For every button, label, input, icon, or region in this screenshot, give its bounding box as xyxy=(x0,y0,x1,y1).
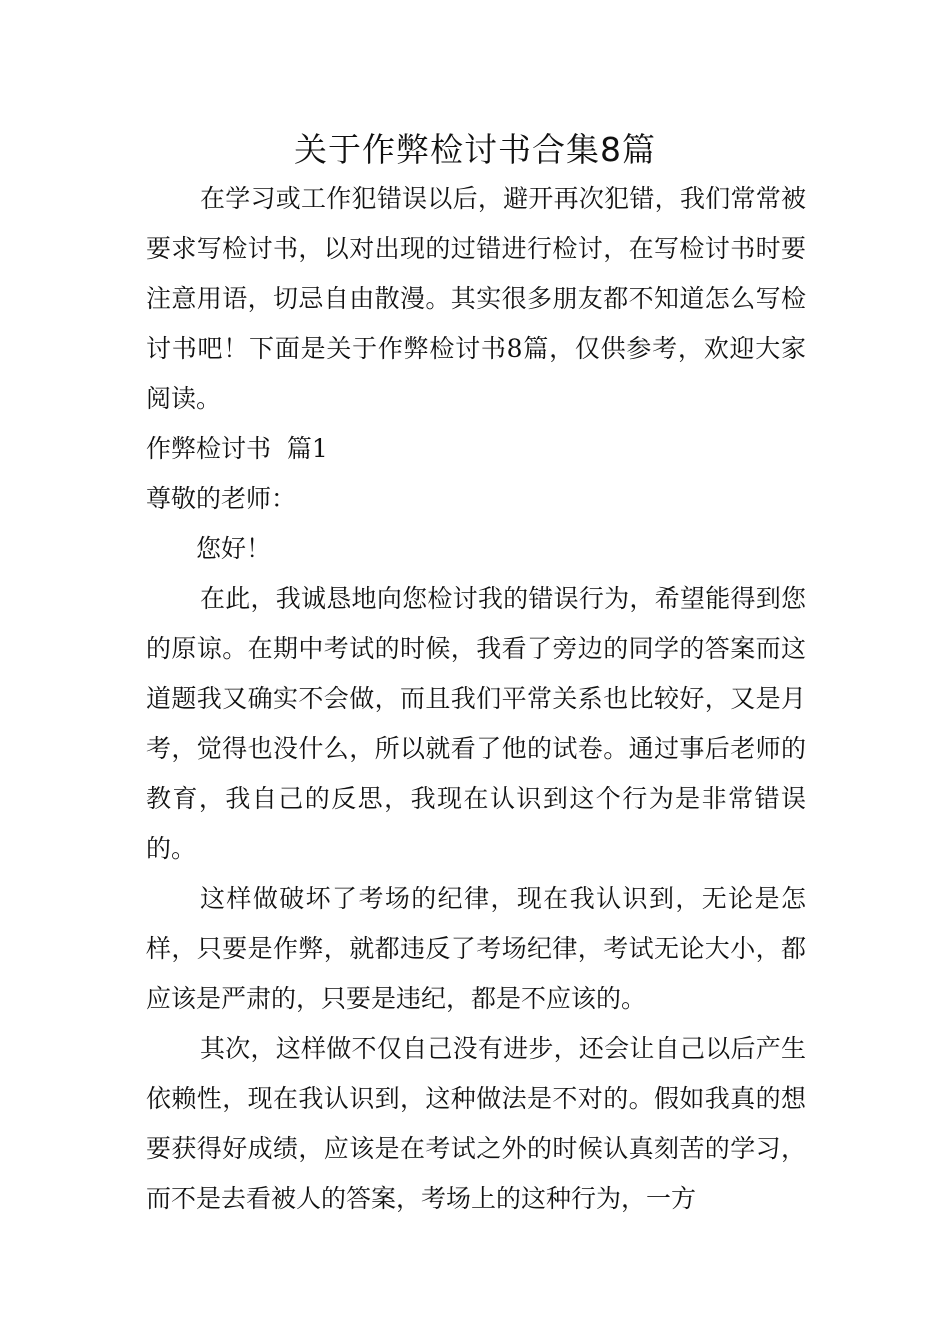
intro-paragraph: 在学习或工作犯错误以后，避开再次犯错，我们常常被要求写检讨书，以对出现的过错进行检讨，在写检讨书时要注意用语，切忌自由散漫。其实很多朋友都不知道怎么写检讨书吧！下面是关于作弊检讨书8篇，仅供参考，欢迎大家阅读。 xyxy=(146,184,806,413)
body-paragraph-3: 其次，这样做不仅自己没有进步，还会让自己以后产生依赖性，现在我认识到，这种做法是不对的。假如我真的想要获得好成绩，应该是在考试之外的时候认真刻苦的学习，而不是去看被人的答案，考场上的这种行为，一方 xyxy=(146,1034,806,1213)
document-title: 关于作弊检讨书合集8篇 xyxy=(294,130,656,169)
greeting: 您好！ xyxy=(196,534,272,563)
body-paragraph-2: 这样做破坏了考场的纪律，现在我认识到，无论是怎样，只要是作弊，就都违反了考场纪律，考试无论大小，都应该是严肃的，只要是违纪，都是不应该的。 xyxy=(146,884,806,1013)
salutation: 尊敬的老师： xyxy=(146,484,297,513)
section-heading: 作弊检讨书 篇1 xyxy=(146,434,328,463)
body-paragraph-1: 在此，我诚恳地向您检讨我的错误行为，希望能得到您的原谅。在期中考试的时候，我看了旁边的同学的答案而这道题我又确实不会做，而且我们平常关系也比较好，又是月考，觉得也没什么，所以就看了他的试卷。通过事后老师的教育，我自己的反思，我现在认识到这个行为是非常错误的。 xyxy=(146,584,806,863)
document-body xyxy=(146,174,806,1224)
